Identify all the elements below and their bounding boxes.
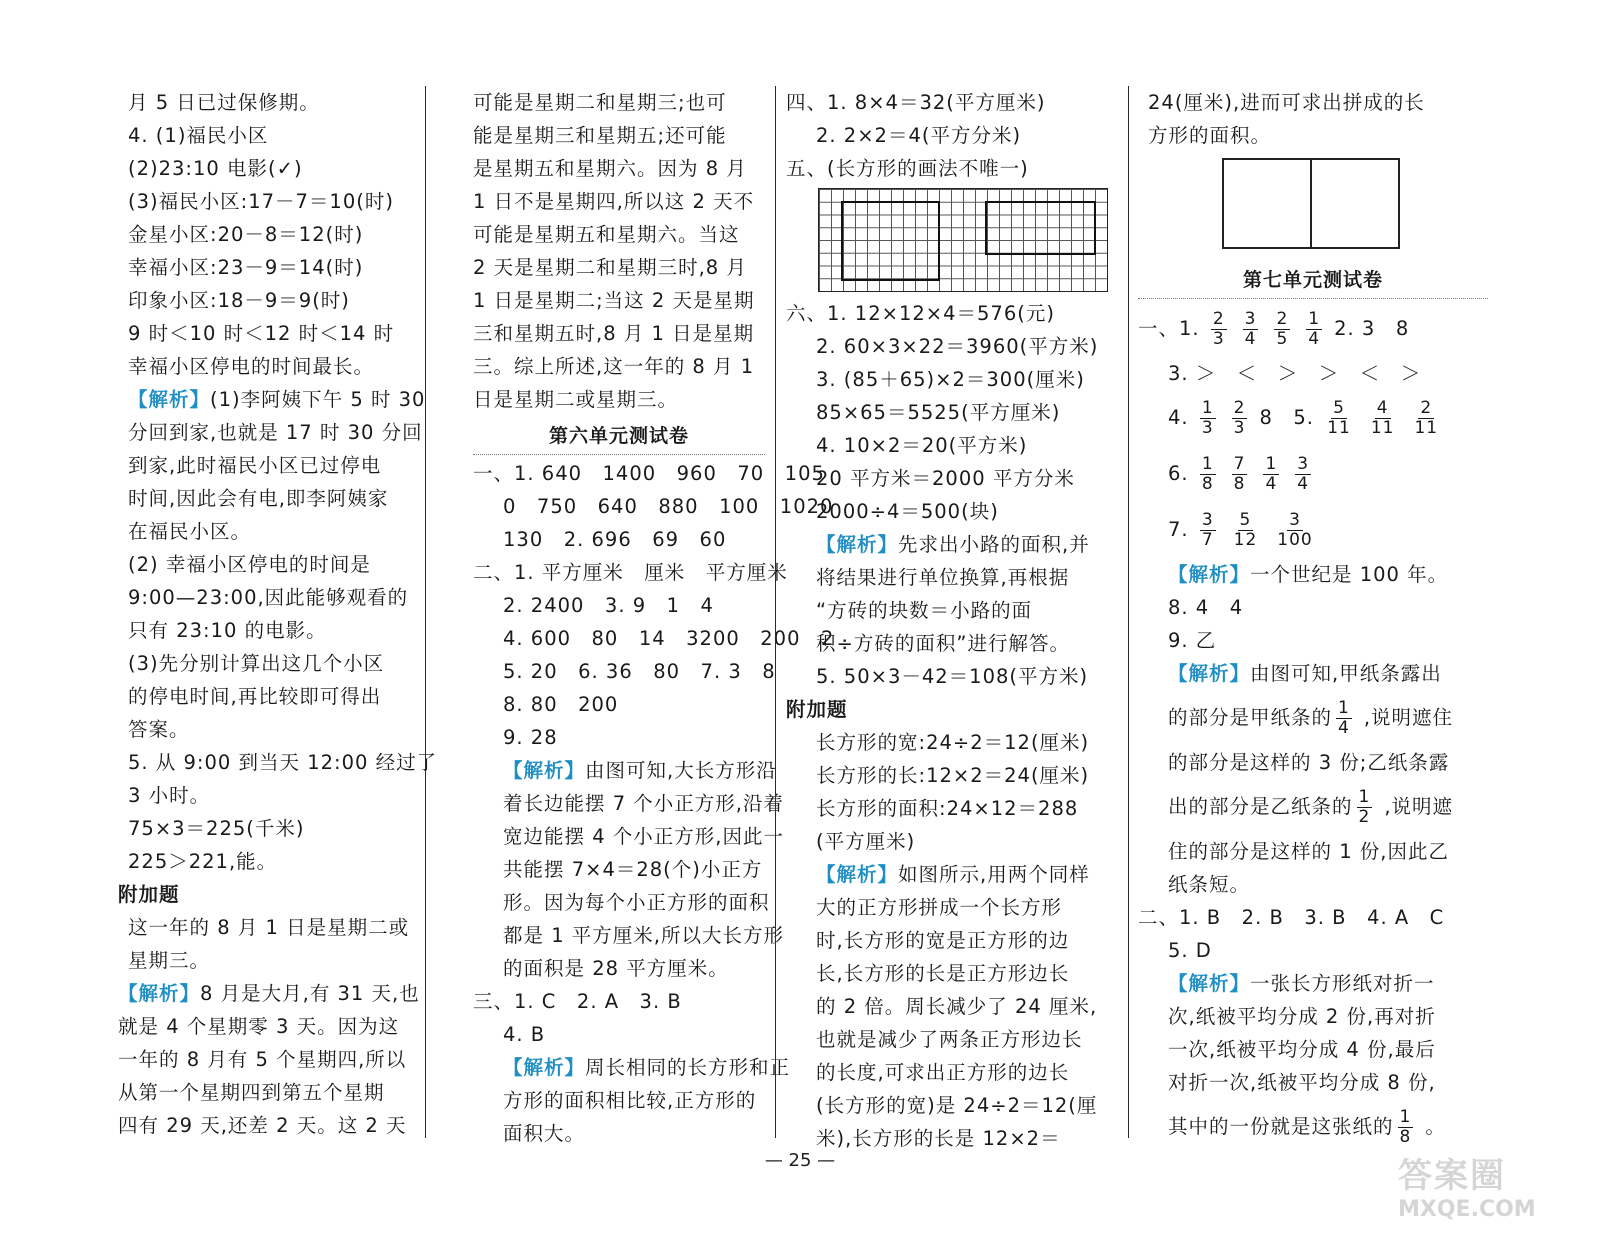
col1-line bbox=[118, 251, 413, 284]
col3-line bbox=[786, 924, 1118, 957]
col4-line bbox=[1138, 868, 1488, 901]
col4-line bbox=[1138, 967, 1488, 1000]
col2-line bbox=[473, 556, 788, 589]
analysis-tag: 【解析】 bbox=[128, 388, 211, 411]
text: 都是 1 平方厘米,所以大长方形 bbox=[503, 924, 785, 947]
col3-line bbox=[786, 759, 1118, 792]
analysis-tag: 【解析】 bbox=[816, 533, 899, 556]
col2-line bbox=[473, 721, 765, 754]
text: 着长边能摆 7 个小正方形,沿着 bbox=[503, 792, 785, 815]
col1-line bbox=[118, 614, 413, 647]
col2-line bbox=[473, 655, 776, 688]
text: 四、1. 8×4＝32(平方厘米) bbox=[786, 91, 1046, 114]
text: 130 2. 696 69 60 bbox=[503, 528, 727, 551]
col3-line bbox=[786, 594, 1118, 627]
col1-line bbox=[118, 1109, 413, 1142]
col2-line bbox=[473, 284, 765, 317]
col1-line bbox=[118, 548, 413, 581]
text: 金星小区:20－8＝12(时) bbox=[128, 223, 364, 246]
col4-line bbox=[1138, 446, 1488, 502]
text: (2) 幸福小区停电的时间是 bbox=[128, 553, 371, 576]
col3-line bbox=[786, 627, 1118, 660]
text: 3. (85＋65)×2＝300(厘米) bbox=[816, 368, 1085, 391]
col1-line bbox=[118, 383, 426, 416]
fraction: $\frac{2}{11}$ bbox=[1414, 398, 1439, 438]
text: 只有 23:10 的电影。 bbox=[128, 619, 327, 642]
col3-line bbox=[786, 495, 1118, 528]
col3-line bbox=[786, 330, 1118, 363]
col1-line bbox=[118, 878, 413, 911]
col3-line bbox=[786, 693, 1118, 726]
text: 的长度,可求出正方形的边长 bbox=[816, 1061, 1070, 1084]
text: 这一年的 8 月 1 日是星期二或 bbox=[128, 916, 410, 939]
text: (1)李阿姨下午 5 时 30 bbox=[210, 388, 426, 411]
col3-line bbox=[786, 561, 1118, 594]
col2-line bbox=[473, 589, 765, 622]
text: (3)福民小区:17－7＝10(时) bbox=[128, 190, 394, 213]
text: 一年的 8 月有 5 个星期四,所以 bbox=[118, 1048, 407, 1071]
fraction: $\frac{1}{4}$ bbox=[1308, 309, 1321, 349]
col3-line bbox=[786, 528, 1118, 561]
text: 到家,此时福民小区已过停电 bbox=[128, 454, 382, 477]
col2-line bbox=[473, 754, 777, 787]
col3-line bbox=[786, 152, 1118, 185]
text: 三、1. C 2. A 3. B bbox=[473, 990, 682, 1013]
col4-line bbox=[1138, 657, 1488, 690]
fraction: $\frac{1}{2}$ bbox=[1358, 787, 1371, 827]
text: 8 月是大月,有 31 天,也 bbox=[200, 982, 420, 1005]
col2-line bbox=[473, 350, 765, 383]
text: 的停电时间,再比较即可得出 bbox=[128, 685, 382, 708]
col1-line bbox=[118, 1076, 413, 1109]
col4-line bbox=[1138, 1099, 1488, 1155]
text: 也就是减少了两条正方形边长 bbox=[816, 1028, 1083, 1051]
col1-line bbox=[118, 218, 413, 251]
col2-line bbox=[473, 952, 765, 985]
text: 9:00—23:00,因此能够观看的 bbox=[128, 586, 409, 609]
text: 形。因为每个小正方形的面积 bbox=[503, 891, 770, 914]
text: 周长相同的长方形和正 bbox=[585, 1056, 791, 1079]
text: 8 5. bbox=[1259, 406, 1322, 429]
text: 长方形的宽:24÷2＝12(厘米) bbox=[816, 731, 1090, 754]
fraction: $\frac{4}{11}$ bbox=[1370, 398, 1395, 438]
text: 长方形的长:12×2＝24(厘米) bbox=[816, 764, 1090, 787]
text: 是星期五和星期六。因为 8 月 bbox=[473, 157, 747, 180]
col2-line bbox=[473, 152, 765, 185]
text: 长,长方形的长是正方形边长 bbox=[816, 962, 1070, 985]
column-divider bbox=[425, 86, 426, 1138]
col2-line bbox=[473, 1117, 765, 1150]
col3-line bbox=[786, 891, 1118, 924]
text: 20 平方米＝2000 平方分米 bbox=[816, 467, 1075, 490]
col2-line bbox=[473, 853, 765, 886]
text: 的面积是 28 平方厘米。 bbox=[503, 957, 729, 980]
col1-line bbox=[118, 977, 420, 1010]
col3-line bbox=[786, 990, 1118, 1023]
text: ,说明遮 bbox=[1384, 795, 1454, 818]
fraction: $\frac{5}{12}$ bbox=[1233, 510, 1258, 550]
text: 长方形的面积:24×12＝288 bbox=[816, 797, 1079, 820]
analysis-tag: 【解析】 bbox=[1168, 972, 1251, 995]
col4-line bbox=[1138, 934, 1488, 967]
text: ,说明遮住 bbox=[1363, 706, 1454, 729]
col2-line bbox=[473, 1084, 765, 1117]
text: 4. (1)福民小区 bbox=[128, 124, 269, 147]
text: 2. 2400 3. 9 1 4 bbox=[503, 594, 714, 617]
col1-line bbox=[118, 515, 413, 548]
text: 其中的一份就是这张纸的 bbox=[1168, 1115, 1394, 1138]
col4-line bbox=[1138, 1000, 1488, 1033]
col4-line bbox=[1138, 390, 1488, 446]
text: 答案。 bbox=[128, 718, 190, 741]
col3-line bbox=[786, 957, 1118, 990]
text: 2. 2×2＝4(平方分米) bbox=[816, 124, 1022, 147]
text: 共能摆 7×4＝28(个)小正方 bbox=[503, 858, 763, 881]
text: 9 时＜10 时＜12 时＜14 时 bbox=[128, 322, 395, 345]
two-squares-figure bbox=[1222, 158, 1400, 249]
col2-line bbox=[473, 317, 765, 350]
fraction: $\frac{1}{8}$ bbox=[1201, 454, 1214, 494]
col4-line bbox=[1138, 86, 1488, 119]
col3-line bbox=[786, 429, 1118, 462]
text: 幸福小区:23－9＝14(时) bbox=[128, 256, 364, 279]
text: 大的正方形拼成一个长方形 bbox=[816, 896, 1063, 919]
fraction: $\frac{7}{8}$ bbox=[1233, 454, 1246, 494]
col4-line bbox=[1138, 624, 1488, 657]
page-number: — 25 — bbox=[764, 1150, 836, 1171]
analysis-tag: 【解析】 bbox=[503, 759, 586, 782]
text: 由图可知,甲纸条露出 bbox=[1250, 662, 1442, 685]
col2-line bbox=[473, 86, 765, 119]
analysis-tag: 【解析】 bbox=[118, 982, 201, 1005]
watermark-logo: 答案圈 MXQE.COM bbox=[1398, 1156, 1536, 1222]
col2-line bbox=[473, 919, 785, 952]
col1-line bbox=[118, 1043, 413, 1076]
text: (3)先分别计算出这几个小区 bbox=[128, 652, 385, 675]
col1-line bbox=[118, 284, 413, 317]
col1-line bbox=[118, 680, 413, 713]
col2-line bbox=[473, 523, 765, 556]
section-title-unit7: 第七单元测试卷 bbox=[1138, 262, 1488, 299]
text: 二、1. 平方厘米 厘米 平方厘米 bbox=[473, 561, 788, 584]
text: (2)23:10 电影(✓) bbox=[128, 157, 303, 180]
col4-line bbox=[1138, 690, 1488, 746]
fraction: $\frac{3}{4}$ bbox=[1297, 454, 1310, 494]
text: 9. 乙 bbox=[1168, 629, 1217, 652]
col1-line bbox=[118, 449, 413, 482]
text: 5. 20 6. 36 80 7. 3 8 bbox=[503, 660, 776, 683]
text: 3 小时。 bbox=[128, 784, 211, 807]
col2-line bbox=[473, 787, 785, 820]
text: 一、1. bbox=[1138, 317, 1207, 340]
text: 日是星期二或星期三。 bbox=[473, 388, 679, 411]
text: 的 2 倍。周长减少了 24 厘米, bbox=[816, 995, 1098, 1018]
text: 就是 4 个星期零 3 天。因为这 bbox=[118, 1015, 400, 1038]
col3-line bbox=[786, 825, 1118, 858]
text: 的部分是甲纸条的 bbox=[1168, 706, 1333, 729]
text: 印象小区:18－9＝9(时) bbox=[128, 289, 350, 312]
text: 9. 28 bbox=[503, 726, 558, 749]
text: 二、1. B 2. B 3. B 4. A C bbox=[1138, 906, 1445, 929]
col2-line bbox=[473, 218, 765, 251]
text: 可能是星期五和星期六。当这 bbox=[473, 223, 740, 246]
text: 8. 80 200 bbox=[503, 693, 619, 716]
column-divider bbox=[775, 86, 776, 1138]
text: 能是星期三和星期五;还可能 bbox=[473, 124, 727, 147]
text: 由图可知,大长方形沿 bbox=[585, 759, 777, 782]
col1-line bbox=[118, 350, 413, 383]
text: 三和星期五时,8 月 1 日是星期 bbox=[473, 322, 755, 345]
col4-line bbox=[1138, 301, 1488, 357]
col1-line bbox=[118, 911, 413, 944]
analysis-tag: 【解析】 bbox=[816, 863, 899, 886]
col2-line bbox=[473, 886, 770, 919]
text: 5. 从 9:00 到当天 12:00 经过了 bbox=[128, 751, 438, 774]
fraction: $\frac{1}{3}$ bbox=[1201, 398, 1214, 438]
fraction: $\frac{2}{3}$ bbox=[1212, 309, 1225, 349]
text: 5. D bbox=[1168, 939, 1212, 962]
col3-line bbox=[786, 858, 1118, 891]
text: 五、(长方形的画法不唯一) bbox=[786, 157, 1029, 180]
fraction: $\frac{3}{7}$ bbox=[1201, 510, 1214, 550]
col3-line bbox=[786, 462, 1118, 495]
text: 时间,因此会有电,即李阿姨家 bbox=[128, 487, 389, 510]
text: 一、1. 640 1400 960 70 105 bbox=[473, 462, 825, 485]
text: 1 日是星期二;当这 2 天是星期 bbox=[473, 289, 755, 312]
text: 将结果进行单位换算,再根据 bbox=[816, 566, 1070, 589]
col2-line bbox=[473, 820, 785, 853]
text: 四有 29 天,还差 2 天。这 2 天 bbox=[118, 1114, 407, 1137]
col1-line bbox=[118, 581, 413, 614]
col4-line bbox=[1138, 746, 1488, 779]
col3-line bbox=[786, 1089, 1118, 1122]
text: 。 bbox=[1425, 1115, 1446, 1138]
col2-line bbox=[473, 490, 834, 523]
column-divider bbox=[1128, 86, 1129, 1138]
text: 2. 60×3×22＝3960(平方米) bbox=[816, 335, 1099, 358]
col4-line bbox=[1138, 502, 1488, 558]
section-title-unit6: 第六单元测试卷 bbox=[473, 418, 765, 455]
text: 1 日不是星期四,所以这 2 天不 bbox=[473, 190, 755, 213]
text: 4. 600 80 14 3200 200 2 bbox=[503, 627, 835, 650]
text: 225＞221,能。 bbox=[128, 850, 278, 873]
col1-line bbox=[118, 812, 413, 845]
col2-line bbox=[473, 622, 835, 655]
col4-line bbox=[1138, 901, 1488, 934]
col1-line bbox=[118, 185, 413, 218]
fraction: $\frac{5}{11}$ bbox=[1327, 398, 1351, 438]
col4-line bbox=[1138, 119, 1488, 152]
col2-line bbox=[473, 1018, 765, 1051]
text: 8. 4 4 bbox=[1168, 596, 1244, 619]
col2-line bbox=[473, 688, 765, 721]
text: 4. B bbox=[503, 1023, 546, 1046]
text: 米),长方形的长是 12×2＝ bbox=[816, 1127, 1061, 1150]
text: (长方形的宽)是 24÷2＝12(厘 bbox=[816, 1094, 1098, 1117]
col4-line bbox=[1138, 1033, 1488, 1066]
text: 一张长方形纸对折一 bbox=[1250, 972, 1435, 995]
text: 3. ＞ ＜ ＞ ＞ ＜ ＞ bbox=[1168, 362, 1422, 385]
text: 出的部分是乙纸条的 bbox=[1168, 795, 1353, 818]
rectangle-drawing-1 bbox=[841, 201, 940, 281]
text: 附加题 bbox=[786, 698, 848, 721]
text: 2. 3 8 bbox=[1334, 317, 1410, 340]
col1-line bbox=[118, 119, 413, 152]
text: 4. 10×2＝20(平方米) bbox=[816, 434, 1028, 457]
text: 月 5 日已过保修期。 bbox=[128, 91, 320, 114]
text: 幸福小区停电的时间最长。 bbox=[128, 355, 375, 378]
col4-line bbox=[1138, 591, 1488, 624]
col3-line bbox=[786, 792, 1118, 825]
col2-line bbox=[473, 457, 825, 490]
text: (平方厘米) bbox=[816, 830, 916, 853]
text: 2 天是星期二和星期三时,8 月 bbox=[473, 256, 747, 279]
fraction: $\frac{2}{5}$ bbox=[1276, 309, 1289, 349]
col3-line bbox=[786, 363, 1118, 396]
text: 时,长方形的宽是正方形的边 bbox=[816, 929, 1070, 952]
col1-line bbox=[118, 779, 413, 812]
col1-line bbox=[118, 845, 413, 878]
text: 次,纸被平均分成 2 份,再对折 bbox=[1168, 1005, 1436, 1028]
text: 0 750 640 880 100 1020 bbox=[503, 495, 834, 518]
text: 六、1. 12×12×4＝576(元) bbox=[786, 302, 1055, 325]
text: 如图所示,用两个同样 bbox=[898, 863, 1090, 886]
col1-line bbox=[118, 713, 413, 746]
text: 的部分是这样的 3 份;乙纸条露 bbox=[1168, 751, 1450, 774]
col3-line bbox=[786, 1056, 1118, 1089]
col4-line bbox=[1138, 357, 1488, 390]
col1-line bbox=[118, 416, 423, 449]
col1-line bbox=[118, 86, 413, 119]
fraction: $\frac{2}{3}$ bbox=[1233, 398, 1246, 438]
text: 先求出小路的面积,并 bbox=[898, 533, 1090, 556]
col2-line bbox=[473, 985, 765, 1018]
col1-line bbox=[118, 482, 413, 515]
text: 一次,纸被平均分成 4 份,最后 bbox=[1168, 1038, 1436, 1061]
text: 星期三。 bbox=[128, 949, 211, 972]
text: 方形的面积相比较,正方形的 bbox=[503, 1089, 757, 1112]
col2-line bbox=[473, 185, 765, 218]
text: 一个世纪是 100 年。 bbox=[1250, 563, 1449, 586]
text: 住的部分是这样的 1 份,因此乙 bbox=[1168, 840, 1450, 863]
fraction: $\frac{1}{4}$ bbox=[1338, 698, 1350, 738]
text: 纸条短。 bbox=[1168, 873, 1251, 896]
text: 在福民小区。 bbox=[128, 520, 252, 543]
col2-line bbox=[473, 1051, 791, 1084]
text: 三。综上所述,这一年的 8 月 1 bbox=[473, 355, 755, 378]
text: 附加题 bbox=[118, 883, 180, 906]
text: “方砖的块数＝小路的面 bbox=[816, 599, 1033, 622]
col4-line bbox=[1138, 779, 1488, 835]
column-1 bbox=[118, 86, 438, 1142]
rectangle-drawing-2 bbox=[985, 201, 1096, 255]
fraction: $\frac{1}{4}$ bbox=[1265, 454, 1278, 494]
col4-line bbox=[1138, 1066, 1488, 1099]
text: 75×3＝225(千米) bbox=[128, 817, 305, 840]
fraction: $\frac{3}{4}$ bbox=[1244, 309, 1257, 349]
text: 可能是星期二和星期三;也可 bbox=[473, 91, 727, 114]
text: 5. 50×3－42＝108(平方米) bbox=[816, 665, 1089, 688]
col4-line bbox=[1138, 558, 1488, 591]
col3-line bbox=[786, 660, 1118, 693]
col1-line bbox=[118, 317, 413, 350]
text: 积÷方砖的面积”进行解答。 bbox=[816, 632, 1070, 655]
col2-line bbox=[473, 119, 765, 152]
col1-line bbox=[118, 746, 438, 779]
col3-line bbox=[786, 1023, 1118, 1056]
col3-line bbox=[786, 297, 1118, 330]
text: 分回到家,也就是 17 时 30 分回 bbox=[128, 421, 423, 444]
text: 宽边能摆 4 个小正方形,因此一 bbox=[503, 825, 785, 848]
col2-line bbox=[473, 383, 765, 416]
text: 85×65＝5525(平方厘米) bbox=[816, 401, 1061, 424]
text: 从第一个星期四到第五个星期 bbox=[118, 1081, 385, 1104]
col3-line bbox=[786, 726, 1118, 759]
text: 面积大。 bbox=[503, 1122, 586, 1145]
col1-line bbox=[118, 647, 413, 680]
analysis-tag: 【解析】 bbox=[1168, 662, 1251, 685]
text: 24(厘米),进而可求出拼成的长 bbox=[1148, 91, 1425, 114]
text: 4. bbox=[1168, 406, 1196, 429]
text: 6. bbox=[1168, 462, 1196, 485]
col3-line bbox=[786, 86, 1118, 119]
analysis-tag: 【解析】 bbox=[503, 1056, 586, 1079]
fraction: $\frac{3}{100}$ bbox=[1277, 510, 1313, 550]
col4-line bbox=[1138, 835, 1488, 868]
col1-line bbox=[118, 944, 413, 977]
col1-line bbox=[118, 1010, 413, 1043]
text: 2000÷4＝500(块) bbox=[816, 500, 999, 523]
text: 对折一次,纸被平均分成 8 份, bbox=[1168, 1071, 1436, 1094]
text: 方形的面积。 bbox=[1148, 124, 1272, 147]
fraction: $\frac{1}{8}$ bbox=[1399, 1107, 1412, 1147]
analysis-tag: 【解析】 bbox=[1168, 563, 1251, 586]
col3-line bbox=[786, 119, 1118, 152]
col3-line bbox=[786, 396, 1118, 429]
col1-line bbox=[118, 152, 413, 185]
col2-line bbox=[473, 251, 765, 284]
text: 7. bbox=[1168, 518, 1196, 541]
